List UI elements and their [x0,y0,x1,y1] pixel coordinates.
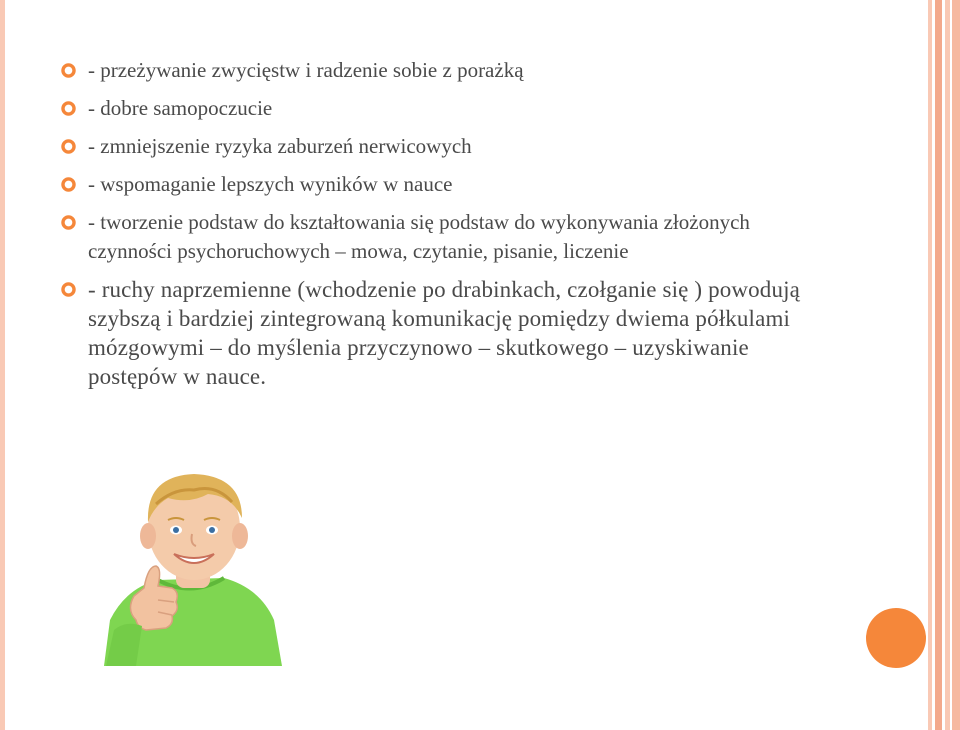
ring-bullet-icon [60,281,77,298]
left-decorative-stripe [0,0,5,730]
ring-bullet-icon [60,214,77,231]
list-item [60,56,830,85]
bullet-text: - wspomaganie lepszych wyników w nauce [88,172,453,196]
bullet-text: - dobre samopoczucie [88,96,273,120]
ring-bullet-icon [60,176,77,193]
bullet-text: - przeżywanie zwycięstw i radzenie sobie z porażką [88,58,524,82]
ring-bullet-icon [60,100,77,117]
list-item [60,132,830,161]
list-item [60,275,830,391]
child-thumbs-up-photo [96,470,286,666]
list-item [60,208,830,266]
bullet-text: - ruchy naprzemienne (wchodzenie po drabinkach, czołganie się ) powodują szybszą i bardziej zintegrowaną komunikację pomiędzy dwiema półkulami mózgowymi – do myślenia przyczynowo – skutkowego – uzyskiwanie postępów w nauce. [88,277,801,389]
bullet-text: - zmniejszenie ryzyka zaburzeń nerwicowych [88,134,472,158]
decorative-orange-circle [866,608,926,668]
bullet-list [60,56,830,400]
bullet-text: - tworzenie podstaw do kształtowania się podstaw do wykonywania złożonych czynności psychoruchowych – mowa, czytanie, pisanie, liczenie [88,210,750,263]
right-decorative-stripes [928,0,960,730]
list-item [60,170,830,199]
list-item [60,94,830,123]
ring-bullet-icon [60,138,77,155]
ring-bullet-icon [60,62,77,79]
